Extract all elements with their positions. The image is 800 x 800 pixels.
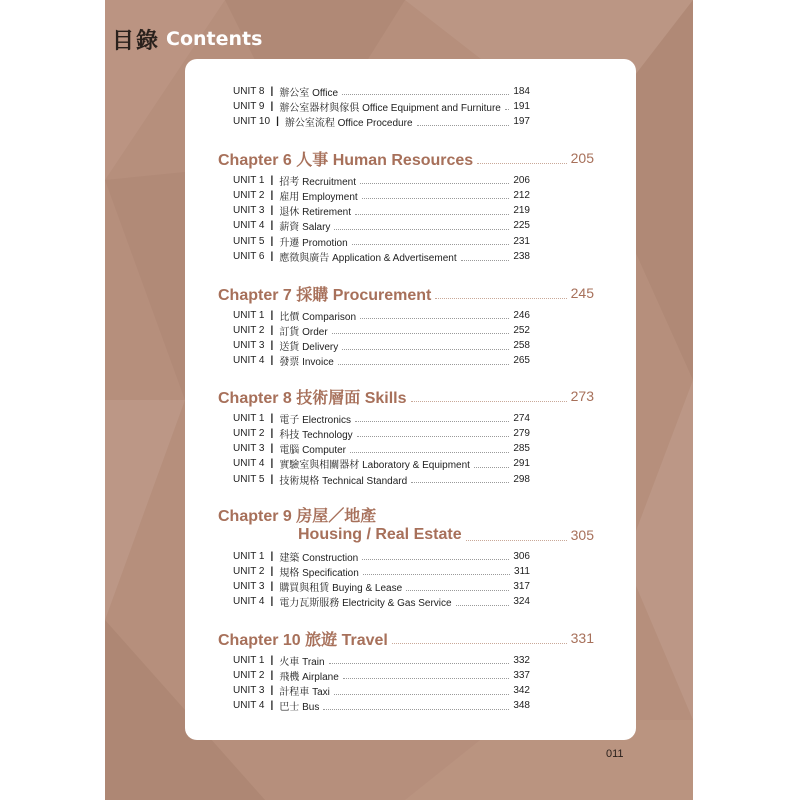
chapter-heading (218, 627, 594, 649)
unit-page: 197 (513, 116, 530, 128)
leader-dots (411, 475, 509, 483)
leader-dots (332, 326, 510, 334)
unit-number: UNIT 1 (233, 174, 265, 186)
chapter-title-line2: Housing / Real Estate (298, 526, 462, 543)
leader-dots (362, 191, 510, 199)
unit-page: 274 (513, 412, 530, 424)
leader-dots (360, 176, 509, 184)
leader-dots (355, 414, 509, 422)
unit-separator: | (270, 235, 274, 247)
toc-unit-row (233, 339, 530, 353)
chapter-title: Chapter 7 採購 Procurement (218, 286, 432, 304)
leader-dots (362, 552, 509, 560)
unit-title: 雇用 Employment (279, 191, 358, 203)
unit-number: UNIT 4 (233, 596, 265, 608)
toc-unit-row (233, 250, 530, 264)
unit-title: 火車 Train (279, 656, 325, 668)
unit-separator: | (270, 427, 274, 439)
unit-number: UNIT 3 (233, 581, 265, 593)
unit-page: 252 (513, 324, 530, 336)
toc-unit-row (233, 684, 530, 698)
chapter-heading (218, 282, 594, 304)
unit-title: 科技 Technology (279, 429, 353, 441)
unit-page: 265 (513, 355, 530, 367)
toc-unit-row (233, 653, 530, 667)
leader-dots (352, 237, 510, 245)
unit-title: 訂貨 Order (279, 326, 328, 338)
unit-page: 317 (513, 581, 530, 593)
chapter-title: Chapter 6 人事 Human Resources (218, 151, 474, 169)
unit-title: 送貨 Delivery (279, 342, 339, 354)
unit-title: 辦公室 Office (279, 87, 339, 99)
unit-number: UNIT 2 (233, 189, 265, 201)
toc-unit-row (233, 472, 530, 486)
unit-number: UNIT 2 (233, 669, 265, 681)
header-en: Contents (166, 28, 263, 50)
toc-unit-row (233, 426, 530, 440)
unit-page: 219 (513, 205, 530, 217)
unit-page: 311 (514, 565, 530, 577)
unit-separator: | (270, 220, 274, 232)
unit-title: 規格 Specification (279, 567, 359, 579)
unit-separator: | (270, 443, 274, 455)
leader-dots (329, 656, 510, 664)
chapter-heading (218, 503, 376, 525)
toc-unit-row (233, 308, 530, 322)
contents-header (112, 24, 262, 54)
unit-number: UNIT 2 (233, 324, 265, 336)
unit-number: UNIT 10 (233, 116, 271, 128)
leader-dots (342, 342, 509, 350)
unit-title: 應徵與廣告 Application & Advertisement (279, 253, 457, 264)
unit-number: UNIT 2 (233, 565, 265, 577)
leader-dots (338, 357, 510, 365)
unit-title: 辦公室器材與傢俱 Office Equipment and Furniture (279, 102, 501, 114)
unit-number: UNIT 4 (233, 355, 265, 367)
unit-page: 306 (513, 550, 530, 562)
unit-separator: | (270, 565, 274, 577)
unit-number: UNIT 6 (233, 251, 265, 262)
unit-page: 298 (513, 473, 530, 485)
unit-separator: | (270, 550, 274, 562)
unit-title: 升遷 Promotion (279, 237, 348, 249)
unit-title: 薪資 Salary (279, 222, 331, 234)
unit-separator: | (270, 251, 274, 262)
unit-number: UNIT 2 (233, 427, 265, 439)
unit-separator: | (270, 189, 274, 201)
leader-dots (343, 671, 510, 679)
unit-page: 342 (513, 685, 530, 697)
leader-dots (323, 702, 509, 710)
unit-title: 巴士 Bus (279, 702, 320, 714)
leader-dots (435, 288, 566, 299)
unit-separator: | (270, 85, 274, 97)
unit-number: UNIT 9 (233, 100, 265, 112)
toc-unit-row (233, 549, 530, 563)
unit-title: 電腦 Computer (279, 445, 346, 457)
unit-separator: | (270, 309, 274, 321)
toc-unit-row (233, 204, 530, 218)
toc-unit-row (233, 115, 530, 129)
leader-dots (355, 207, 509, 215)
toc-unit-row (233, 173, 530, 187)
unit-separator: | (270, 596, 274, 608)
unit-page: 184 (513, 85, 530, 97)
toc-unit-row (233, 699, 530, 713)
unit-separator: | (270, 412, 274, 424)
leader-dots (342, 87, 509, 95)
unit-page: 246 (513, 309, 530, 321)
leader-dots (461, 253, 510, 261)
unit-page: 258 (513, 340, 530, 352)
unit-page: 291 (513, 458, 530, 470)
toc-unit-row (233, 442, 530, 456)
unit-page: 332 (513, 654, 530, 666)
leader-dots (350, 445, 509, 453)
toc-unit-row (233, 564, 530, 578)
unit-separator: | (270, 654, 274, 666)
unit-title: 技術規格 Technical Standard (279, 475, 408, 487)
toc-unit-row (233, 457, 530, 471)
unit-separator: | (276, 116, 279, 128)
unit-title: 電子 Electronics (279, 414, 351, 426)
unit-separator: | (270, 669, 274, 681)
leader-dots (392, 633, 567, 644)
leader-dots (406, 583, 509, 591)
unit-page: 324 (513, 596, 530, 608)
toc-unit-row (233, 84, 530, 98)
unit-number: UNIT 5 (233, 235, 265, 247)
unit-separator: | (270, 205, 274, 217)
unit-separator: | (270, 581, 274, 593)
chapter-page: 245 (570, 285, 594, 301)
unit-title: 實驗室與相關器材 Laboratory & Equipment (279, 460, 470, 472)
leader-dots (456, 598, 510, 606)
chapter-page: 305 (570, 527, 594, 543)
toc-unit-row (233, 595, 530, 609)
unit-title: 退休 Retirement (279, 207, 351, 219)
unit-title: 電力瓦斯服務 Electricity & Gas Service (279, 598, 452, 610)
unit-separator: | (270, 340, 274, 352)
leader-dots (357, 429, 510, 437)
unit-title: 發票 Invoice (279, 357, 334, 369)
toc-unit-row (233, 99, 530, 113)
leader-dots (363, 567, 510, 575)
unit-separator: | (270, 700, 274, 712)
unit-page: 279 (513, 427, 530, 439)
chapter-page: 273 (570, 388, 594, 404)
unit-separator: | (270, 458, 274, 470)
unit-number: UNIT 3 (233, 685, 265, 697)
toc-unit-row (233, 411, 530, 425)
unit-title: 計程車 Taxi (279, 687, 330, 699)
unit-number: UNIT 4 (233, 700, 265, 712)
unit-number: UNIT 3 (233, 443, 265, 455)
toc-unit-row (233, 188, 530, 202)
unit-number: UNIT 1 (233, 654, 265, 666)
unit-separator: | (270, 685, 274, 697)
unit-number: UNIT 8 (233, 85, 265, 97)
unit-number: UNIT 3 (233, 340, 265, 352)
leader-dots (505, 102, 509, 110)
unit-number: UNIT 3 (233, 205, 265, 217)
chapter-page: 331 (570, 630, 594, 646)
chapter-heading (218, 147, 594, 169)
unit-number: UNIT 1 (233, 550, 265, 562)
chapter-title: Chapter 10 旅遊 Travel (218, 631, 388, 649)
unit-page: 231 (513, 235, 530, 247)
leader-dots (474, 460, 509, 468)
unit-title: 建築 Construction (279, 552, 359, 564)
unit-page: 225 (513, 220, 530, 232)
toc-unit-row (233, 219, 530, 233)
unit-page: 285 (513, 443, 530, 455)
unit-number: UNIT 1 (233, 412, 265, 424)
leader-dots (360, 311, 509, 319)
leader-dots (477, 153, 566, 164)
toc-unit-row (233, 580, 530, 594)
page-number: 011 (606, 748, 624, 760)
unit-number: UNIT 1 (233, 309, 265, 321)
unit-page: 191 (513, 100, 530, 112)
unit-separator: | (270, 473, 274, 485)
unit-separator: | (270, 324, 274, 336)
unit-page: 238 (513, 251, 530, 262)
unit-page: 348 (513, 700, 530, 712)
unit-title: 招考 Recruitment (279, 176, 356, 188)
leader-dots (334, 687, 509, 695)
unit-separator: | (270, 100, 274, 112)
leader-dots (334, 222, 509, 230)
leader-dots (417, 118, 510, 126)
unit-number: UNIT 4 (233, 220, 265, 232)
unit-page: 212 (513, 189, 530, 201)
toc-unit-row (233, 234, 530, 248)
unit-title: 比價 Comparison (279, 311, 357, 323)
header-zh: 目錄 (112, 28, 161, 54)
chapter-heading-line2 (298, 524, 594, 546)
unit-separator: | (270, 174, 274, 186)
leader-dots (466, 530, 567, 541)
unit-page: 337 (513, 669, 530, 681)
unit-separator: | (270, 355, 274, 367)
leader-dots (411, 391, 567, 402)
unit-number: UNIT 5 (233, 473, 265, 485)
toc-unit-row (233, 323, 530, 337)
chapter-title: Chapter 9 房屋／地產 (218, 507, 377, 525)
unit-title: 購買與租賃 Buying & Lease (279, 583, 403, 595)
chapter-heading (218, 385, 594, 407)
chapter-page: 205 (570, 150, 594, 166)
toc-unit-row (233, 354, 530, 368)
chapter-title: Chapter 8 技術層面 Skills (218, 389, 407, 407)
unit-number: UNIT 4 (233, 458, 265, 470)
unit-title: 飛機 Airplane (279, 671, 339, 683)
unit-page: 206 (513, 174, 530, 186)
toc-unit-row (233, 668, 530, 682)
unit-title: 辦公室流程 Office Procedure (284, 118, 413, 130)
